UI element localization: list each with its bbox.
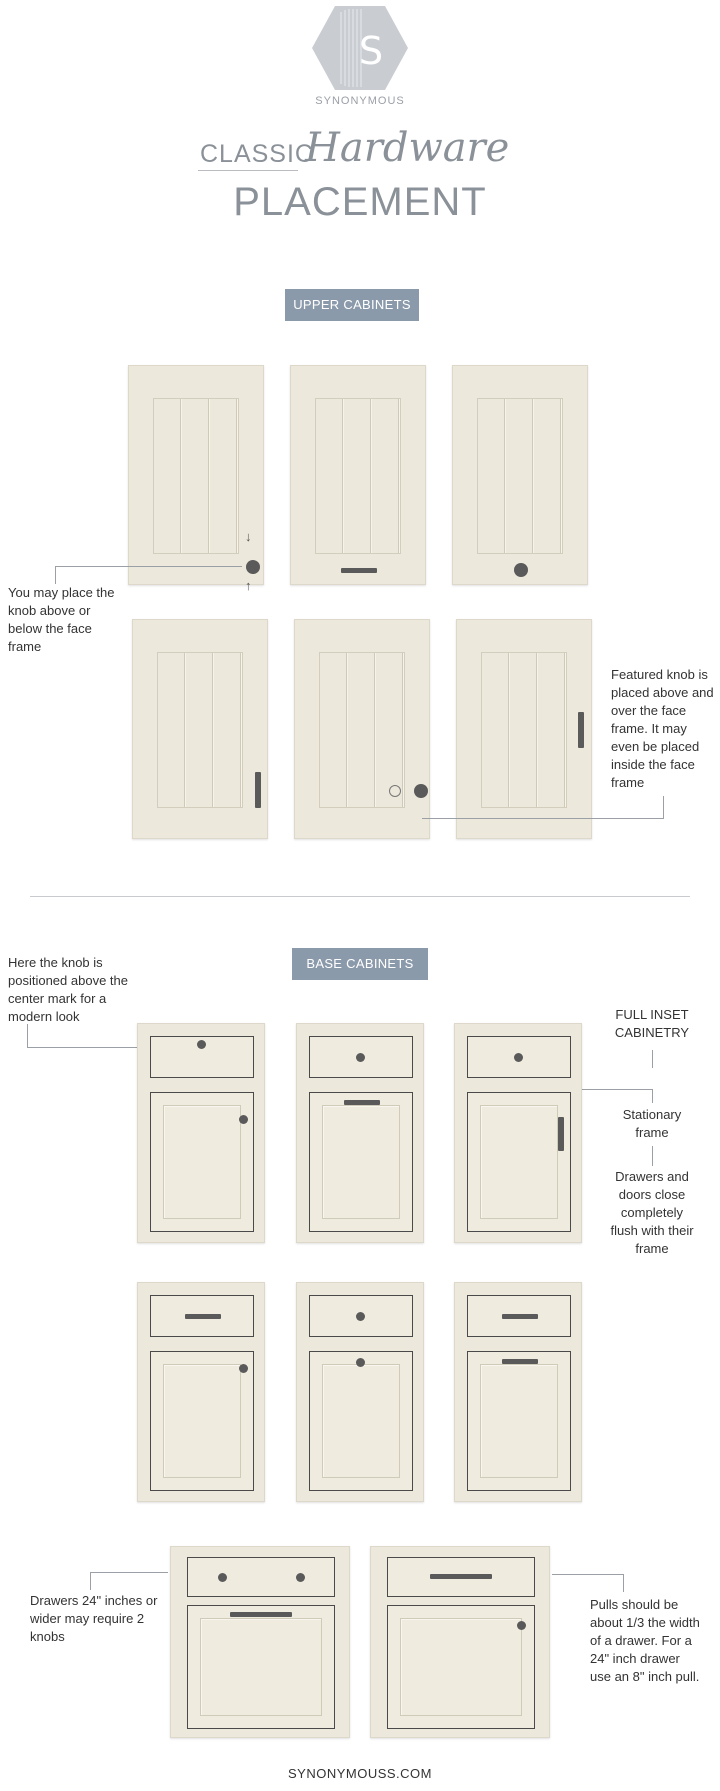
door [150,1351,254,1491]
note-pulls: Pulls should be about 1/3 the width of a drawer. For a 24" inch drawer use an 8" inch pull. [590,1597,700,1684]
door [150,1092,254,1232]
door-panel [315,398,401,554]
base-cabinet-5 [296,1282,424,1502]
upper-door-3 [452,365,588,585]
drawer [309,1295,413,1337]
drawer [387,1557,535,1597]
door-panel [157,652,243,808]
pull [502,1359,538,1364]
knob [514,1053,523,1062]
knob [414,784,428,798]
knob [296,1573,305,1582]
callout-line [652,1146,653,1166]
title-underline [198,170,298,171]
door-panel [481,652,567,808]
door-panel [480,1105,558,1219]
upper-door-6 [456,619,592,839]
upper-door-2 [290,365,426,585]
footer-url: SYNONYMOUSS.COM [287,1766,432,1781]
door [309,1092,413,1232]
door-panel [153,398,239,554]
drawer [150,1036,254,1078]
note-stationary: Stationary frame [622,1107,682,1140]
knob [356,1053,365,1062]
upper-door-1 [128,365,264,585]
callout-line [552,1574,624,1575]
drawer [309,1036,413,1078]
title-classic: CLASSIC [200,140,314,168]
knob [514,563,528,577]
pull [430,1574,492,1579]
base-cabinets-badge: BASE CABINETS [292,948,428,980]
logo-hexagon [311,4,409,92]
knob-alternate [389,785,401,797]
callout-line [90,1572,91,1590]
pull [185,1314,221,1319]
note-flush: Drawers and doors close completely flush with their frame [610,1169,694,1256]
drawer [187,1557,335,1597]
base-cabinet-1 [137,1023,265,1243]
drawer [150,1295,254,1337]
pull [578,712,584,748]
door [387,1605,535,1729]
door-panel [163,1364,241,1478]
callout-line [623,1574,624,1592]
note-full-inset: FULL INSET CABINETRY [614,1007,690,1040]
callout-line [55,566,242,567]
brand-name: SYNONYMOUS [315,95,405,107]
wide-cabinet-knobs [170,1546,350,1738]
door [187,1605,335,1729]
callout-line [27,1024,28,1047]
upper-cabinets-badge: UPPER CABINETS [285,289,419,321]
note-base-top-left: Here the knob is positioned above the center mark for a modern look [8,955,128,1024]
knob [218,1573,227,1582]
pull [558,1117,564,1151]
door-panel [200,1618,322,1716]
base-cabinet-2 [296,1023,424,1243]
knob [239,1115,248,1124]
pull [255,772,261,808]
upper-door-4 [132,619,268,839]
door-panel [480,1364,558,1478]
pull [341,568,377,573]
section-divider [30,896,690,897]
base-cabinet-3 [454,1023,582,1243]
callout-line [663,796,664,819]
callout-line [90,1572,168,1573]
note-upper-left: You may place the knob above or below the face frame [8,585,115,654]
wide-cabinet-pull [370,1546,550,1738]
knob [356,1312,365,1321]
callout-line [572,1089,652,1090]
base-cabinet-6 [454,1282,582,1502]
callout-line [652,1089,653,1103]
door-panel [477,398,563,554]
title-placement: PLACEMENT [233,180,487,224]
pull [344,1100,380,1105]
callout-line [27,1047,147,1048]
door-panel [322,1105,400,1219]
callout-line [55,566,56,584]
door-panel [163,1105,241,1219]
drawer [467,1295,571,1337]
door-panel [400,1618,522,1716]
upper-door-5 [294,619,430,839]
knob [197,1040,206,1049]
title-hardware: Hardware [305,125,510,171]
drawer [467,1036,571,1078]
callout-line [652,1050,653,1068]
door-panel [322,1364,400,1478]
door [309,1351,413,1491]
knob [239,1364,248,1373]
pull [230,1612,292,1617]
pull [502,1314,538,1319]
knob [356,1358,365,1367]
logo-letter: S [358,29,384,73]
arrow-up-icon: ↑ [245,578,252,593]
base-cabinet-4 [137,1282,265,1502]
door [467,1351,571,1491]
arrow-down-icon: ↓ [245,529,252,544]
knob [517,1621,526,1630]
knob [246,560,260,574]
note-wide-drawers: Drawers 24" inches or wider may require 2 knobs [30,1593,158,1644]
door [467,1092,571,1232]
note-upper-right: Featured knob is placed above and over the face frame. It may even be placed inside the face frame [611,667,714,790]
callout-line [422,818,664,819]
